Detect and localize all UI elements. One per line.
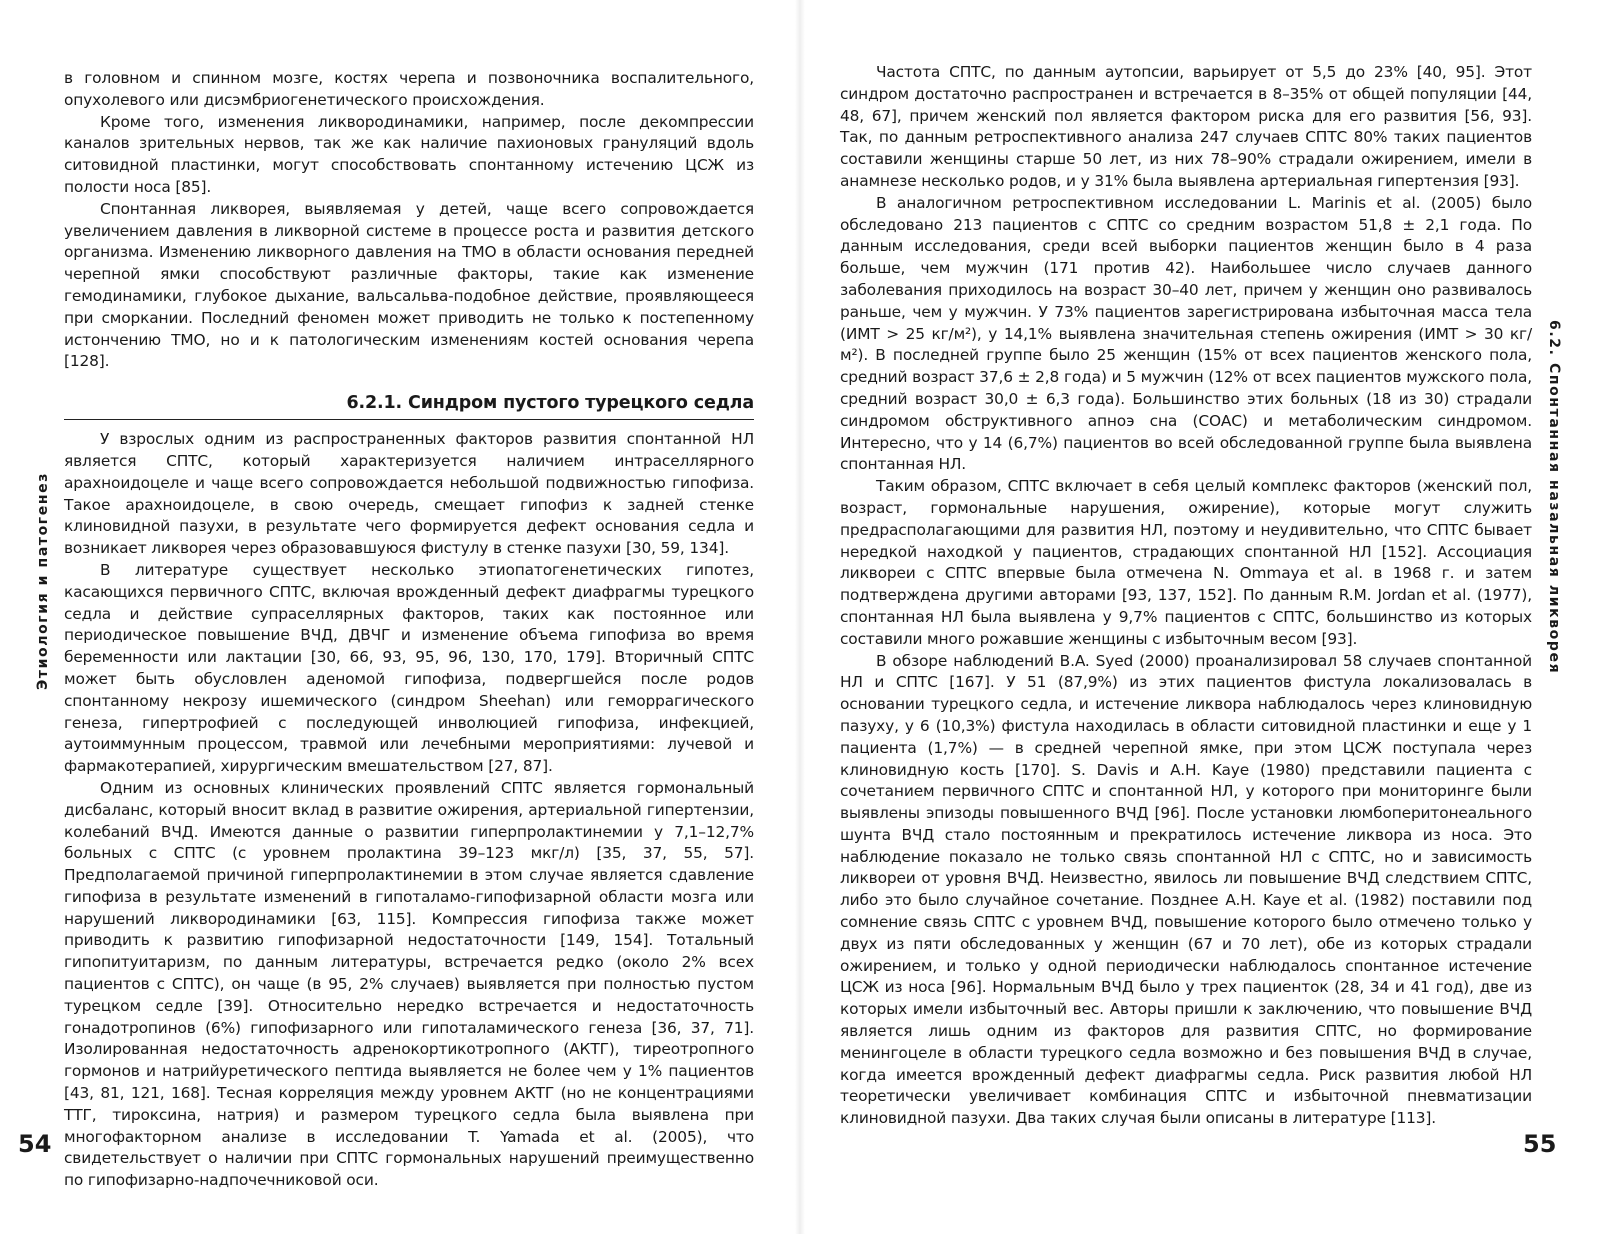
section-heading-text: 6.2.1. Синдром пустого турецкого седла [346,393,754,414]
paragraph: Кроме того, изменения ликвородинамики, например, после декомпрессии каналов зрительных нервов, так же как наличие пахионовых грануляций вдоль ситовидной пластинки, могут способствовать спонтанному истечению ЦСЖ из полости носа [85]. [64,112,754,196]
right-page-text [840,62,1532,1130]
paragraph: Спонтанная ликворея, выявляемая у детей, чаще всего сопровождается увеличением давления в ликворной системе в процессе роста и развития детского организма. Изменению ликворного давления на ТМО в области основания передней черепной ямки способствуют различные факторы, такие как изменение гемодинамики, глубокое дыхание, вальсальва-подобное действие, проявляющееся при сморкании. Последний феномен может приводить не только к постепенному истончению ТМО, но и к патологическим изменениям костей основания черепа [128]. [64,199,754,371]
paragraph: Частота СПТС, по данным аутопсии, варьирует от 5,5 до 23% [40, 95]. Этот синдром достаточно распространен и встречается в 8–35% от общей популяции [44, 48, 67], причем женский пол является фактором риска для его развития [56, 93]. Так, по данным ретроспективного анализа 247 случаев СПТС 80% таких пациентов составили женщины старше 50 лет, из них 78–90% страдали ожирением, имели в анамнезе несколько родов, и у 31% была выявлена артериальная гипертензия [93]. [840,63,1532,190]
left-page [0,0,795,1234]
paragraph: У взрослых одним из распространенных факторов развития спонтанной НЛ является СПТС, который характеризуется наличием интраселлярного арахноидоцеле и чаще всего сопровождается небольшой подвижностью гипофиза. Такое арахноидоцеле, в свою очередь, смещает гипофиз к задней стенке клиновидной пазухи, в результате чего формируется дефект основания седла и возникает ликворея через образовавшуюся фистулу в стенке пазухи [30, 59, 134]. [64,430,754,558]
page-number-left: 54 [18,1130,52,1158]
section-heading [64,391,754,420]
page-number-right: 55 [1523,1130,1557,1158]
paragraph: Одним из основных клинических проявлений СПТС является гормональный дисбаланс, который вносит вклад в развитие ожирения, артериальной гипертензии, колебаний ВЧД. Имеются данные о развитии гиперпролактинемии у 7,1–12,7% больных с СПТС (с уровнем пролактина 39–123 мкг/л) [35, 37, 55, 57]. Предполагаемой причиной гиперпролактинемии в этом случае является сдавление гипофиза в результате изменений в гипоталамо-гипофизарной области мозга или нарушений ликвородинамики [63, 115]. Компрессия гипофиза также может приводить к развитию гипофизарной недостаточности [149, 154]. Тотальный гипопитуитаризм, по данным литературы, встречается редко (около 2% всех пациентов с СПТС), он чаще (в 95, 2% случаев) выявляется при полностью пустом турецком седле [39]. Относительно нередко встречается и недостаточность гонадотропинов (6%) гипофизарного или гипоталамического генеза [36, 37, 71]. Изолированная недостаточность адренокортикотропного (АКТГ), тиреотропного гормонов и натрийуретического пептида выявляется не более чем у 1% пациентов [43, 81, 121, 168]. Тесная корреляция между уровнем АКТГ (но не концентрациями ТТГ, тироксина, натрия) и размером турецкого седла была выявлена при многофакторном анализе в исследовании T. Yamada et al. (2005), что свидетельствует о наличии при СПТС гормональных нарушений преимущественно по гипофизарно-надпочечниковой оси. [64,778,754,1190]
paragraph: В аналогичном ретроспективном исследовании L. Marinis et al. (2005) было обследовано 213 пациентов с СПТС со средним возрастом 51,8 ± 2,1 года. По данным исследования, среди всей выборки пациентов женщин было в 4 раза больше, чем мужчин (171 против 42). Наибольшее число случаев данного заболевания приходилось на возраст 30–40 лет, причем у женщин оно развивалось раньше, чем у мужчин. У 73% пациентов зарегистрирована избыточная масса тела (ИМТ > 25 кг/м²), у 14,1% выявлена значительная степень ожирения (ИМТ > 30 кг/м²). В последней группе было 25 женщин (15% от всех пациентов женского пола, средний возраст 37,6 ± 2,8 года) и 5 мужчин (12% от всех пациентов мужского пола, средний возраст 30,0 ± 6,3 года). Большинство этих больных (18 из 30) страдали синдромом обструктивного апноэ сна (СОАС) и метаболическим синдромом. Интересно, что у 14 (6,7%) пациентов во всей обследованной группе была выявлена спонтанная НЛ. [840,193,1532,474]
paragraph: В литературе существует несколько этиопатогенетических гипотез, касающихся первичного СПТС, включая врожденный дефект диафрагмы турецкого седла и действие супраселлярных факторов, таких как постоянное или периодическое повышение ВЧД, ДВЧГ и изменение объема гипофиза во время беременности или лактации [30, 66, 93, 95, 96, 130, 170, 179]. Вторичный СПТС может быть обусловлен аденомой гипофиза, подвергшейся после родов спонтанному некрозу ишемического (синдром Sheehan) или геморрагического генеза, гипертрофией с последующей инволюцией гипофиза, инфекцией, аутоиммунным процессом, травмой или лечебными мероприятиями: лучевой и фармакотерапией, хирургическим вмешательством [27, 87]. [64,560,754,776]
running-head-left: Этиология и патогенез [35,472,51,690]
left-page-text [64,68,754,1192]
book-gutter [795,0,805,1234]
paragraph: в головном и спинном мозге, костях черепа и позвоночника воспалительного, опухолевого или дисэмбриогенетического происхождения. [64,69,754,109]
running-head-right: 6.2. Спонтанная назальная ликворея [1546,320,1562,675]
paragraph: В обзоре наблюдений B.A. Syed (2000) проанализировал 58 случаев спонтанной НЛ и СПТС [167]. У 51 (87,9%) из этих пациентов фистула локализовалась в основании турецкого седла, и истечение ликвора наблюдалось через клиновидную пазуху, у 6 (10,3%) фистула находилась в области ситовидной пластинки и еще у 1 пациента (1,7%) — в средней черепной ямке, при этом ЦСЖ поступала через клиновидную кость [170]. S. Davis и A.H. Kaye (1980) представили пациента с сочетанием первичного СПТС и спонтанной НЛ, у которого при мониторинге были выявлены эпизоды повышенного ВЧД [96]. После установки люмбоперитонеального шунта ВЧД стало постоянным и прекратилось истечение ликвора из носа. Это наблюдение показало не только связь спонтанной НЛ с СПТС, но и зависимость ликвореи от уровня ВЧД. Неизвестно, явилось ли повышение ВЧД следствием СПТС, либо это было случайное сочетание. Позднее A.H. Kaye et al. (1982) поставили под сомнение связь СПТС с уровнем ВЧД, повышение которого было отмечено только у двух из пяти обследованных у женщин (67 и 70 лет), обе из которых страдали ожирением, и только у одной периодически наблюдалось спонтанное истечение ЦСЖ из носа [96]. Нормальным ВЧД было у трех пациенток (28, 34 и 41 год), две из которых имели избыточный вес. Авторы пришли к заключению, что повышение ВЧД является лишь одним из факторов для развития СПТС, но формирование менингоцеле в области турецкого седла возможно и без повышения ВЧД в случае, когда имеется врожденный дефект диафрагмы седла. Риск развития любой НЛ теоретически увеличивает комбинация СПТС и избыточной пневматизации клиновидной пазухи. Два таких случая были описаны в литературе [113]. [840,651,1532,1128]
paragraph: Таким образом, СПТС включает в себя целый комплекс факторов (женский пол, возраст, гормональные нарушения, ожирение), которые могут служить предрасполагающими для развития НЛ, поэтому и неудивительно, что СПТС бывает нередкой находкой у пациентов, страдающих спонтанной НЛ [152]. Ассоциация ликвореи с СПТС впервые была отмечена N. Ommaya et al. в 1968 г. и затем подтверждена другими авторами [93, 137, 152]. По данным R.M. Jordan et al. (1977), спонтанная НЛ была выявлена у 9,7% пациентов с СПТС, большинство из которых составили много рожавшие женщины с избыточным весом [93]. [840,477,1532,648]
right-page [805,0,1600,1234]
